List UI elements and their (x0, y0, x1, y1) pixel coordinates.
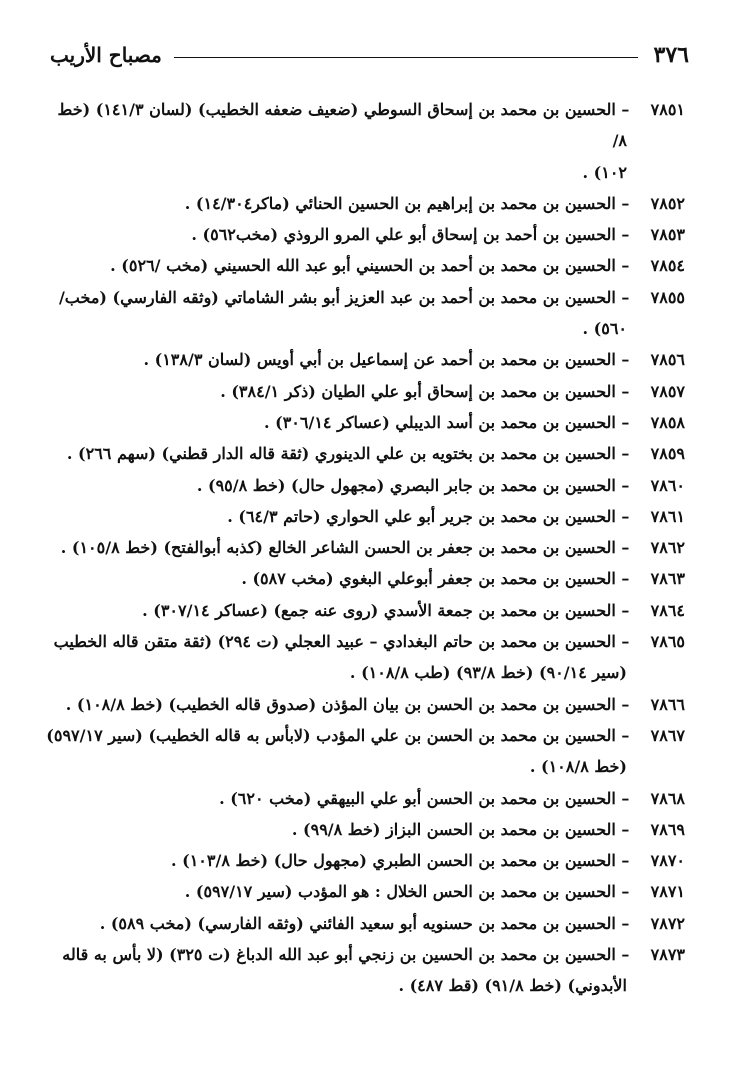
entry-number: ٧٨٦٨ (650, 788, 685, 808)
entry-text: – الحسين بن محمد بن جعفر بن الحسن الشاعر الخالع (كذبه أبوالفتح) (خط ١٠٥/٨) . (60, 538, 630, 558)
entry-7855 (46, 282, 685, 345)
entry-number: ٧٨٧٢ (650, 913, 685, 933)
entry-number: ٧٨٦٢ (650, 538, 685, 558)
entry-text: – الحسين بن محمد بن الحس الخلال : هو المؤدب (سير ٥٩٧/١٧) . (184, 882, 630, 902)
entry-text: – الحسين بن محمد بن حاتم البغدادي – عبيد العجلي (ت ٢٩٤) (ثقة متقن قاله الخطيب (53, 632, 630, 652)
entry-7863 (46, 563, 685, 594)
entry-7868 (46, 783, 685, 814)
entry-text: – الحسين بن محمد بن الحسن الطبري (مجهول حال) (خط ١٠٣/٨) . (170, 851, 630, 871)
entry-list (46, 94, 685, 1002)
entry-7866 (46, 689, 685, 720)
entry-7862 (46, 532, 685, 563)
entry-text: – الحسين بن محمد بن الحسن أبو علي البيهقي (مخب ٦٢٠) . (219, 788, 630, 808)
page-number: ٣٧٦ (653, 42, 689, 68)
entry-number: ٧٨٥١ (650, 100, 685, 119)
entry-number: ٧٨٥٦ (650, 350, 685, 370)
entry-7856 (46, 344, 685, 375)
entry-text: – الحسين بن محمد بن جابر البصري (مجهول حال) (خط ٩٥/٨) . (196, 475, 630, 495)
entry-7858 (46, 407, 685, 438)
entry-number: ٧٨٦٠ (650, 475, 685, 495)
entry-number: ٧٨٥٥ (650, 287, 685, 307)
entry-number: ٧٨٦٣ (650, 569, 685, 589)
entry-7870 (46, 845, 685, 876)
entry-text: – الحسين بن محمد بن جعفر أبوعلي البغوي (مخب ٥٨٧) . (241, 569, 630, 589)
entry-7872 (46, 908, 685, 939)
entry-text: – الحسين بن محمد بن حسنويه أبو سعيد الفائني (وثقه الفارسي) (مخب ٥٨٩) . (99, 913, 630, 933)
book-title: مصباح الأريب (50, 43, 162, 67)
entry-number: ٧٨٥٤ (650, 256, 685, 276)
entry-text: – الحسين بن محمد بن أسد الديبلي (عساكر ٣٠٦/١٤) . (263, 412, 630, 432)
entry-text: – الحسين بن محمد بن الحسن البزاز (خط ٩٩/٨) . (291, 819, 630, 839)
entry-continuation: (خط ١٠٨/٨) . (529, 757, 627, 777)
entry-7865 (46, 626, 685, 689)
entry-7873 (46, 939, 685, 1002)
entry-7861 (46, 501, 685, 532)
entry-text: – الحسين بن محمد بن أحمد بن الحسيني أبو عبد الله الحسيني (مخب /٥٢٦) . (110, 256, 630, 276)
entry-7871 (46, 876, 685, 907)
entry-number: ٧٨٥٧ (650, 381, 685, 401)
entry-number: ٧٨٧٠ (650, 851, 685, 871)
entry-text: – الحسين بن أحمد بن إسحاق أبو علي المرو الروذي (مخب٥٦٢) . (191, 225, 630, 245)
entry-7854 (46, 250, 685, 281)
page-header (50, 38, 689, 72)
entry-text: – الحسين بن محمد بن إبراهيم بن الحسين الحنائي (ماكر١٤/٣٠٤) . (184, 193, 630, 213)
entry-7860 (46, 470, 685, 501)
entry-7864 (46, 595, 685, 626)
entry-number: ٧٨٥٣ (650, 225, 685, 245)
entry-text: – الحسين بن محمد بن جرير أبو علي الحواري (حاتم ٦٤/٣) . (227, 506, 630, 526)
entry-text: – الحسين بن محمد بن إسحاق السوطي (ضعيف ضعفه الخطيب) (لسان ١٤١/٣) (خط ٨/ (57, 100, 630, 151)
entry-text: – الحسين بن محمد بن أحمد بن عبد العزيز أبو بشر الشاماتي (وثقه الفارسي) (مخب/ ٥٦٠) . (58, 287, 630, 339)
entry-text: – الحسين بن محمد بن الحسين بن زنجي أبو عبد الله الدباغ (ت ٣٢٥) (لا بأس به قاله (62, 945, 630, 965)
entry-number: ٧٨٥٩ (650, 444, 685, 464)
header-rule (174, 57, 638, 58)
entry-continuation: الأبدوني) (خط ٩١/٨) (قط ٤٨٧) . (398, 976, 627, 996)
entry-number: ٧٨٦١ (650, 506, 685, 526)
entry-text: – الحسين بن محمد بن إسحاق أبو علي الطيان (ذكر ٣٨٤/١) . (220, 381, 630, 401)
entry-number: ٧٨٦٧ (650, 725, 685, 745)
entry-number: ٧٨٦٩ (650, 819, 685, 839)
entry-text: – الحسين بن محمد بن الحسن بن علي المؤدب (لابأس به قاله الخطيب) (سير ٥٩٧/١٧) (46, 725, 630, 745)
entry-number: ٧٨٧١ (650, 882, 685, 902)
entry-number: ٧٨٦٤ (650, 600, 685, 620)
entry-number: ٧٨٥٢ (650, 193, 685, 213)
entry-7859 (46, 438, 685, 469)
entry-text: – الحسين بن محمد بن جمعة الأسدي (روى عنه جمع) (عساكر ٣٠٧/١٤) . (142, 600, 630, 620)
entry-text: – الحسين بن محمد بن بختويه بن علي الدينوري (ثقة قاله الدار قطني) (سهم ٢٦٦) . (66, 444, 630, 464)
entry-number: ٧٨٦٦ (650, 694, 685, 714)
entry-continuation: ١٠٢) . (582, 162, 627, 182)
entry-number: ٧٨٧٣ (650, 945, 685, 965)
entry-7852 (46, 188, 685, 219)
entry-7851 (46, 94, 685, 188)
entry-text: – الحسين بن محمد بن الحسن بن بيان المؤذن (صدوق قاله الخطيب) (خط ١٠٨/٨) . (65, 694, 630, 714)
entry-7853 (46, 219, 685, 250)
entry-7869 (46, 814, 685, 845)
entry-7857 (46, 376, 685, 407)
entry-number: ٧٨٦٥ (650, 632, 685, 652)
entry-text: – الحسين بن محمد بن أحمد عن إسماعيل بن أبي أويس (لسان ١٣٨/٣) . (143, 350, 630, 370)
entry-number: ٧٨٥٨ (650, 412, 685, 432)
entry-continuation: (سير ٩٠/١٤) (خط ٩٣/٨) (طب ١٠٨/٨) . (349, 663, 627, 683)
entry-7867 (46, 720, 685, 783)
